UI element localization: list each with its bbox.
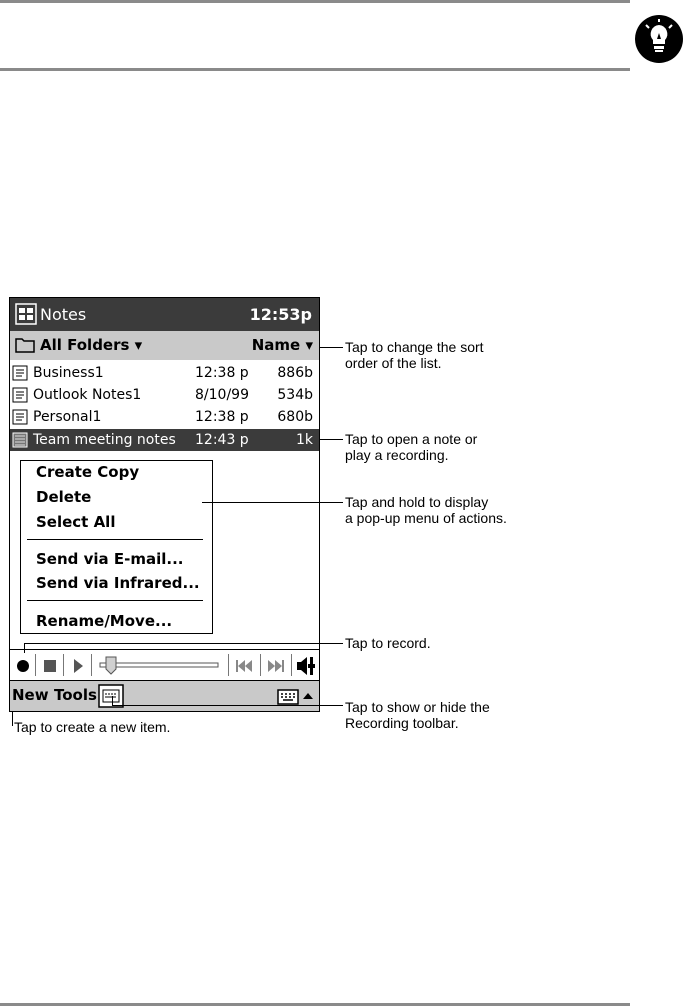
stop-icon[interactable] bbox=[40, 650, 60, 680]
toolbar-divider bbox=[63, 654, 64, 676]
callout-line-toolbar-v bbox=[112, 696, 113, 706]
note-date: 8/10/99 bbox=[195, 387, 249, 403]
menu-bar bbox=[10, 680, 319, 711]
footer-rule bbox=[0, 1003, 630, 1006]
callout-line-open bbox=[320, 439, 343, 440]
list-item[interactable] bbox=[10, 362, 319, 384]
volume-icon[interactable] bbox=[295, 650, 317, 680]
folder-icon bbox=[15, 335, 35, 353]
sort-dropdown-label: Name bbox=[251, 336, 301, 354]
note-name: Business1 bbox=[33, 365, 104, 381]
play-icon[interactable] bbox=[68, 650, 88, 680]
list-item[interactable] bbox=[10, 406, 319, 428]
note-name: Outlook Notes1 bbox=[33, 387, 142, 403]
lightbulb-tip-icon bbox=[633, 13, 685, 65]
up-arrow-icon[interactable] bbox=[302, 691, 314, 701]
header-bottom-rule bbox=[0, 68, 630, 71]
note-size: 680b bbox=[277, 409, 313, 425]
menu-divider bbox=[27, 539, 203, 540]
callout-open: Tap to open a note or play a recording. bbox=[345, 431, 478, 463]
folder-dropdown[interactable] bbox=[40, 336, 142, 354]
menu-item-send-email[interactable]: Send via E-mail... bbox=[36, 550, 184, 568]
keyboard-icon[interactable] bbox=[277, 689, 299, 705]
callout-new-item: Tap to create a new item. bbox=[14, 719, 171, 735]
list-item-selected[interactable] bbox=[10, 429, 319, 451]
callout-toolbar: Tap to show or hide the Recording toolbar. bbox=[345, 699, 490, 731]
record-icon[interactable] bbox=[13, 650, 33, 680]
callout-line-record-h bbox=[24, 643, 343, 644]
note-icon bbox=[12, 387, 28, 403]
new-menu[interactable]: New bbox=[12, 686, 49, 704]
toolbar-divider bbox=[91, 654, 92, 676]
menu-divider bbox=[27, 600, 203, 601]
callout-line-toolbar-h bbox=[112, 705, 343, 706]
callout-record: Tap to record. bbox=[345, 635, 431, 651]
callout-line-new-v bbox=[12, 712, 13, 726]
note-name: Team meeting notes bbox=[33, 432, 176, 448]
context-popup-menu bbox=[20, 460, 213, 634]
callout-line-hold bbox=[202, 502, 343, 503]
recording-toolbar bbox=[10, 649, 319, 680]
note-size: 886b bbox=[277, 365, 313, 381]
toolbar-divider bbox=[260, 654, 261, 676]
note-date: 12:38 p bbox=[195, 409, 249, 425]
callout-hold: Tap and hold to display a pop-up menu of actions. bbox=[345, 494, 507, 526]
callout-line-record-v bbox=[24, 643, 25, 653]
sort-dropdown[interactable] bbox=[252, 336, 313, 354]
menu-item-send-infrared[interactable]: Send via Infrared... bbox=[36, 574, 200, 592]
app-title: Notes bbox=[40, 305, 87, 324]
menu-item-create-copy[interactable]: Create Copy bbox=[36, 463, 140, 481]
note-date: 12:38 p bbox=[195, 365, 249, 381]
chevron-down-icon: ▾ bbox=[305, 336, 313, 354]
title-bar bbox=[10, 298, 319, 331]
note-name: Personal1 bbox=[33, 409, 102, 425]
header-top-rule bbox=[0, 0, 630, 3]
toolbar-divider bbox=[228, 654, 229, 676]
note-icon bbox=[12, 409, 28, 425]
tools-menu[interactable]: Tools bbox=[54, 686, 97, 704]
menu-item-delete[interactable]: Delete bbox=[36, 488, 92, 506]
menu-item-rename-move[interactable]: Rename/Move... bbox=[36, 612, 173, 630]
toolbar-divider bbox=[291, 654, 292, 676]
skip-forward-icon[interactable] bbox=[264, 650, 288, 680]
menu-item-select-all[interactable]: Select All bbox=[36, 513, 116, 531]
pocketpc-notes-screen bbox=[9, 297, 320, 712]
position-slider[interactable] bbox=[97, 650, 222, 680]
note-size: 534b bbox=[277, 387, 313, 403]
note-size: 1k bbox=[295, 432, 313, 448]
callout-line-sort bbox=[320, 347, 343, 348]
chevron-down-icon: ▾ bbox=[134, 336, 143, 354]
note-icon bbox=[12, 365, 28, 381]
toolbar-divider bbox=[35, 654, 36, 676]
callout-sort: Tap to change the sort order of the list. bbox=[345, 339, 484, 371]
folder-sort-bar bbox=[10, 331, 319, 360]
windows-flag-icon[interactable] bbox=[15, 303, 37, 325]
list-item[interactable] bbox=[10, 384, 319, 406]
recording-note-icon bbox=[12, 432, 28, 448]
skip-back-icon[interactable] bbox=[232, 650, 256, 680]
folder-dropdown-label: All Folders bbox=[40, 336, 130, 354]
note-date: 12:43 p bbox=[195, 432, 249, 448]
clock[interactable]: 12:53p bbox=[249, 305, 312, 324]
